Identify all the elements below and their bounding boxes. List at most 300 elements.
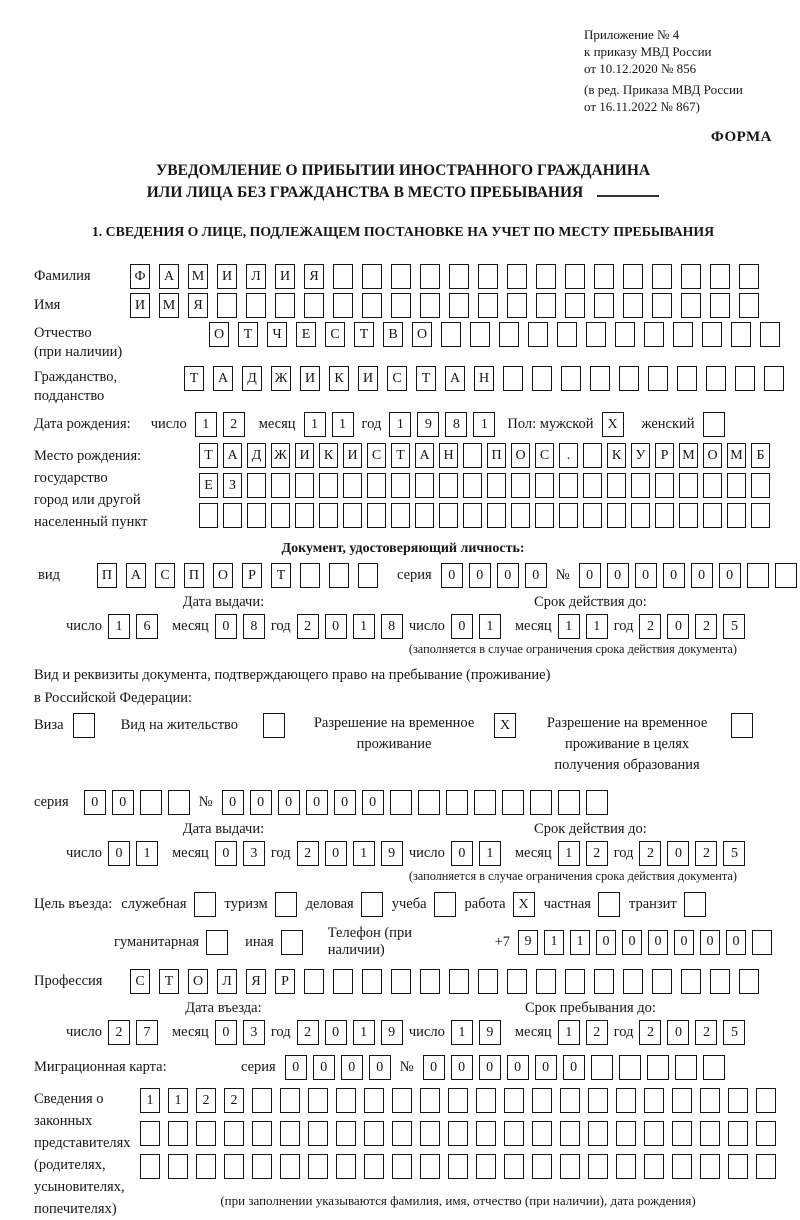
char-cell[interactable]: С xyxy=(325,322,345,347)
char-cell[interactable]: 0 xyxy=(369,1055,391,1080)
char-cell[interactable] xyxy=(681,264,701,289)
char-cell[interactable]: 1 xyxy=(168,1088,188,1113)
char-cell[interactable]: И xyxy=(343,443,362,468)
char-cell[interactable]: 1 xyxy=(108,614,130,639)
char-cell[interactable] xyxy=(561,366,581,391)
char-cell[interactable] xyxy=(281,930,303,955)
char-cell[interactable] xyxy=(703,412,725,437)
char-cell[interactable] xyxy=(502,790,524,815)
char-cell[interactable] xyxy=(343,473,362,498)
char-cell[interactable]: 0 xyxy=(334,790,356,815)
char-cell[interactable] xyxy=(361,892,383,917)
char-cell[interactable] xyxy=(560,1154,580,1179)
char-cell[interactable] xyxy=(252,1154,272,1179)
char-cell[interactable] xyxy=(364,1154,384,1179)
char-cell[interactable] xyxy=(739,969,759,994)
profession-cells[interactable] xyxy=(130,969,759,994)
char-cell[interactable] xyxy=(196,1154,216,1179)
char-cell[interactable]: 0 xyxy=(667,614,689,639)
char-cell[interactable] xyxy=(463,473,482,498)
char-cell[interactable] xyxy=(439,503,458,528)
char-cell[interactable]: А xyxy=(126,563,146,588)
char-cell[interactable] xyxy=(246,293,266,318)
char-cell[interactable] xyxy=(194,892,216,917)
char-cell[interactable] xyxy=(710,264,730,289)
char-cell[interactable] xyxy=(391,264,411,289)
char-cell[interactable]: 9 xyxy=(417,412,439,437)
char-cell[interactable]: З xyxy=(223,473,242,498)
doc-number-cells[interactable] xyxy=(579,563,800,588)
char-cell[interactable]: 0 xyxy=(726,930,746,955)
char-cell[interactable]: 0 xyxy=(222,790,244,815)
birth-year-cells[interactable] xyxy=(389,412,495,437)
char-cell[interactable] xyxy=(728,1088,748,1113)
char-cell[interactable] xyxy=(735,366,755,391)
char-cell[interactable] xyxy=(252,1088,272,1113)
char-cell[interactable]: X xyxy=(602,412,624,437)
char-cell[interactable]: X xyxy=(494,713,516,738)
char-cell[interactable] xyxy=(300,563,320,588)
char-cell[interactable] xyxy=(304,293,324,318)
stay-number-cells[interactable] xyxy=(222,790,608,815)
char-cell[interactable] xyxy=(644,1088,664,1113)
char-cell[interactable] xyxy=(418,790,440,815)
char-cell[interactable]: А xyxy=(445,366,465,391)
char-cell[interactable] xyxy=(672,1121,692,1146)
char-cell[interactable]: 0 xyxy=(423,1055,445,1080)
char-cell[interactable] xyxy=(223,503,242,528)
char-cell[interactable] xyxy=(247,473,266,498)
char-cell[interactable] xyxy=(710,969,730,994)
char-cell[interactable] xyxy=(747,563,769,588)
char-cell[interactable] xyxy=(565,969,585,994)
char-cell[interactable]: 2 xyxy=(586,841,608,866)
char-cell[interactable]: 0 xyxy=(535,1055,557,1080)
char-cell[interactable] xyxy=(588,1088,608,1113)
char-cell[interactable]: 2 xyxy=(695,1020,717,1045)
char-cell[interactable] xyxy=(140,790,162,815)
char-cell[interactable]: Я xyxy=(188,293,208,318)
char-cell[interactable]: Т xyxy=(238,322,258,347)
char-cell[interactable] xyxy=(420,264,440,289)
char-cell[interactable] xyxy=(756,1121,776,1146)
char-cell[interactable]: 0 xyxy=(451,841,473,866)
char-cell[interactable] xyxy=(333,969,353,994)
char-cell[interactable]: О xyxy=(412,322,432,347)
char-cell[interactable] xyxy=(224,1121,244,1146)
char-cell[interactable] xyxy=(275,293,295,318)
char-cell[interactable] xyxy=(476,1121,496,1146)
char-cell[interactable]: 0 xyxy=(306,790,328,815)
char-cell[interactable] xyxy=(586,322,606,347)
legal-reps-row3-cells[interactable] xyxy=(140,1154,776,1179)
char-cell[interactable] xyxy=(415,503,434,528)
char-cell[interactable]: 5 xyxy=(723,614,745,639)
char-cell[interactable] xyxy=(168,1154,188,1179)
char-cell[interactable] xyxy=(478,293,498,318)
char-cell[interactable] xyxy=(652,969,672,994)
char-cell[interactable]: К xyxy=(319,443,338,468)
char-cell[interactable]: 8 xyxy=(243,614,265,639)
char-cell[interactable] xyxy=(420,969,440,994)
char-cell[interactable]: 2 xyxy=(297,614,319,639)
char-cell[interactable]: 3 xyxy=(243,1020,265,1045)
purpose-checkbox-tranzit[interactable] xyxy=(684,892,706,917)
char-cell[interactable]: Я xyxy=(246,969,266,994)
char-cell[interactable]: 2 xyxy=(297,1020,319,1045)
residence-permit-checkbox[interactable] xyxy=(263,713,285,738)
char-cell[interactable]: И xyxy=(358,366,378,391)
char-cell[interactable] xyxy=(391,969,411,994)
char-cell[interactable]: В xyxy=(383,322,403,347)
surname-cells[interactable] xyxy=(130,264,759,289)
char-cell[interactable] xyxy=(655,473,674,498)
char-cell[interactable] xyxy=(583,503,602,528)
char-cell[interactable]: 2 xyxy=(297,841,319,866)
char-cell[interactable] xyxy=(199,503,218,528)
char-cell[interactable]: 0 xyxy=(700,930,720,955)
char-cell[interactable] xyxy=(420,1088,440,1113)
char-cell[interactable] xyxy=(333,264,353,289)
char-cell[interactable]: 7 xyxy=(136,1020,158,1045)
char-cell[interactable] xyxy=(308,1088,328,1113)
char-cell[interactable]: О xyxy=(213,563,233,588)
purpose-checkbox-ucheba[interactable] xyxy=(434,892,456,917)
char-cell[interactable]: 1 xyxy=(473,412,495,437)
char-cell[interactable]: 0 xyxy=(325,1020,347,1045)
char-cell[interactable] xyxy=(420,1154,440,1179)
char-cell[interactable] xyxy=(367,473,386,498)
char-cell[interactable] xyxy=(681,969,701,994)
char-cell[interactable] xyxy=(652,264,672,289)
char-cell[interactable] xyxy=(511,473,530,498)
char-cell[interactable]: 0 xyxy=(563,1055,585,1080)
char-cell[interactable]: 0 xyxy=(215,841,237,866)
char-cell[interactable]: 8 xyxy=(445,412,467,437)
char-cell[interactable]: 8 xyxy=(381,614,403,639)
char-cell[interactable]: 1 xyxy=(195,412,217,437)
name-cells[interactable] xyxy=(130,293,759,318)
char-cell[interactable] xyxy=(751,503,770,528)
char-cell[interactable] xyxy=(478,969,498,994)
char-cell[interactable] xyxy=(673,322,693,347)
char-cell[interactable]: Т xyxy=(199,443,218,468)
identity-valid-month[interactable] xyxy=(558,614,608,639)
char-cell[interactable] xyxy=(532,1121,552,1146)
char-cell[interactable] xyxy=(560,1088,580,1113)
char-cell[interactable]: 9 xyxy=(518,930,538,955)
char-cell[interactable]: 1 xyxy=(558,614,580,639)
char-cell[interactable]: 1 xyxy=(332,412,354,437)
char-cell[interactable] xyxy=(336,1088,356,1113)
char-cell[interactable]: 3 xyxy=(243,841,265,866)
char-cell[interactable] xyxy=(448,1154,468,1179)
char-cell[interactable] xyxy=(598,892,620,917)
char-cell[interactable] xyxy=(528,322,548,347)
char-cell[interactable] xyxy=(727,503,746,528)
char-cell[interactable] xyxy=(648,366,668,391)
stay-until-day[interactable] xyxy=(451,1020,501,1045)
char-cell[interactable]: П xyxy=(97,563,117,588)
char-cell[interactable] xyxy=(728,1121,748,1146)
char-cell[interactable]: 2 xyxy=(586,1020,608,1045)
char-cell[interactable]: 0 xyxy=(451,614,473,639)
migration-number-cells[interactable] xyxy=(423,1055,725,1080)
char-cell[interactable] xyxy=(319,503,338,528)
char-cell[interactable]: У xyxy=(631,443,650,468)
birth-day-cells[interactable] xyxy=(195,412,245,437)
char-cell[interactable] xyxy=(644,1121,664,1146)
char-cell[interactable] xyxy=(168,790,190,815)
char-cell[interactable]: О xyxy=(511,443,530,468)
char-cell[interactable]: А xyxy=(213,366,233,391)
temp-residence-checkbox[interactable] xyxy=(494,713,516,738)
char-cell[interactable] xyxy=(616,1088,636,1113)
char-cell[interactable] xyxy=(655,503,674,528)
char-cell[interactable] xyxy=(504,1121,524,1146)
char-cell[interactable] xyxy=(319,473,338,498)
char-cell[interactable]: Е xyxy=(199,473,218,498)
char-cell[interactable]: И xyxy=(275,264,295,289)
char-cell[interactable]: Т xyxy=(391,443,410,468)
char-cell[interactable]: Р xyxy=(242,563,262,588)
char-cell[interactable]: 0 xyxy=(108,841,130,866)
char-cell[interactable] xyxy=(728,1154,748,1179)
char-cell[interactable]: И xyxy=(217,264,237,289)
char-cell[interactable]: 0 xyxy=(325,614,347,639)
char-cell[interactable]: Ф xyxy=(130,264,150,289)
char-cell[interactable] xyxy=(364,1121,384,1146)
char-cell[interactable] xyxy=(675,1055,697,1080)
char-cell[interactable]: Л xyxy=(217,969,237,994)
char-cell[interactable] xyxy=(703,1055,725,1080)
char-cell[interactable] xyxy=(434,892,456,917)
char-cell[interactable]: П xyxy=(487,443,506,468)
char-cell[interactable] xyxy=(532,1088,552,1113)
char-cell[interactable]: Я xyxy=(304,264,324,289)
char-cell[interactable] xyxy=(559,473,578,498)
char-cell[interactable] xyxy=(594,293,614,318)
char-cell[interactable] xyxy=(448,1088,468,1113)
char-cell[interactable] xyxy=(224,1154,244,1179)
char-cell[interactable]: 9 xyxy=(381,1020,403,1045)
char-cell[interactable]: Т xyxy=(416,366,436,391)
char-cell[interactable] xyxy=(594,264,614,289)
char-cell[interactable] xyxy=(392,1088,412,1113)
char-cell[interactable]: 0 xyxy=(507,1055,529,1080)
char-cell[interactable] xyxy=(558,790,580,815)
char-cell[interactable]: 0 xyxy=(441,563,463,588)
char-cell[interactable] xyxy=(591,1055,613,1080)
char-cell[interactable] xyxy=(590,366,610,391)
char-cell[interactable]: 0 xyxy=(691,563,713,588)
identity-issue-day[interactable] xyxy=(108,614,158,639)
char-cell[interactable] xyxy=(681,293,701,318)
char-cell[interactable]: 1 xyxy=(389,412,411,437)
char-cell[interactable] xyxy=(499,322,519,347)
char-cell[interactable] xyxy=(535,473,554,498)
char-cell[interactable]: . xyxy=(559,443,578,468)
char-cell[interactable]: 0 xyxy=(579,563,601,588)
char-cell[interactable] xyxy=(607,473,626,498)
char-cell[interactable] xyxy=(631,503,650,528)
char-cell[interactable] xyxy=(536,264,556,289)
char-cell[interactable]: 1 xyxy=(353,841,375,866)
char-cell[interactable]: 2 xyxy=(196,1088,216,1113)
char-cell[interactable]: 0 xyxy=(84,790,106,815)
entry-month[interactable] xyxy=(215,1020,265,1045)
char-cell[interactable] xyxy=(652,293,672,318)
char-cell[interactable]: Б xyxy=(751,443,770,468)
char-cell[interactable] xyxy=(304,969,324,994)
char-cell[interactable]: Р xyxy=(655,443,674,468)
char-cell[interactable]: 1 xyxy=(136,841,158,866)
patronymic-cells[interactable] xyxy=(209,322,780,347)
char-cell[interactable] xyxy=(280,1121,300,1146)
char-cell[interactable] xyxy=(756,1088,776,1113)
char-cell[interactable] xyxy=(565,264,585,289)
stay-until-year[interactable] xyxy=(639,1020,745,1045)
char-cell[interactable] xyxy=(588,1154,608,1179)
char-cell[interactable]: 0 xyxy=(112,790,134,815)
char-cell[interactable] xyxy=(391,503,410,528)
char-cell[interactable]: 2 xyxy=(108,1020,130,1045)
char-cell[interactable]: 0 xyxy=(667,841,689,866)
purpose-checkbox-rabota[interactable] xyxy=(513,892,535,917)
char-cell[interactable] xyxy=(247,503,266,528)
char-cell[interactable] xyxy=(565,293,585,318)
char-cell[interactable] xyxy=(364,1088,384,1113)
char-cell[interactable]: О xyxy=(209,322,229,347)
char-cell[interactable] xyxy=(731,322,751,347)
char-cell[interactable] xyxy=(271,473,290,498)
identity-valid-year[interactable] xyxy=(639,614,745,639)
char-cell[interactable] xyxy=(343,503,362,528)
char-cell[interactable] xyxy=(391,293,411,318)
char-cell[interactable] xyxy=(644,1154,664,1179)
char-cell[interactable]: 0 xyxy=(215,614,237,639)
char-cell[interactable] xyxy=(507,293,527,318)
char-cell[interactable] xyxy=(73,713,95,738)
char-cell[interactable]: М xyxy=(159,293,179,318)
char-cell[interactable]: 0 xyxy=(341,1055,363,1080)
char-cell[interactable] xyxy=(280,1088,300,1113)
char-cell[interactable] xyxy=(420,293,440,318)
char-cell[interactable] xyxy=(530,790,552,815)
char-cell[interactable] xyxy=(476,1154,496,1179)
entry-day[interactable] xyxy=(108,1020,158,1045)
char-cell[interactable]: 1 xyxy=(479,614,501,639)
char-cell[interactable]: И xyxy=(130,293,150,318)
char-cell[interactable] xyxy=(391,473,410,498)
char-cell[interactable]: О xyxy=(188,969,208,994)
char-cell[interactable] xyxy=(702,322,722,347)
char-cell[interactable]: 2 xyxy=(223,412,245,437)
char-cell[interactable] xyxy=(679,473,698,498)
char-cell[interactable]: А xyxy=(223,443,242,468)
char-cell[interactable] xyxy=(684,892,706,917)
char-cell[interactable]: 1 xyxy=(558,841,580,866)
char-cell[interactable]: С xyxy=(367,443,386,468)
char-cell[interactable] xyxy=(700,1154,720,1179)
char-cell[interactable]: 1 xyxy=(451,1020,473,1045)
purpose-checkbox-chastnaya[interactable] xyxy=(598,892,620,917)
char-cell[interactable]: К xyxy=(329,366,349,391)
char-cell[interactable] xyxy=(463,443,482,468)
char-cell[interactable] xyxy=(263,713,285,738)
char-cell[interactable] xyxy=(271,503,290,528)
char-cell[interactable] xyxy=(607,503,626,528)
char-cell[interactable] xyxy=(140,1121,160,1146)
char-cell[interactable]: 0 xyxy=(250,790,272,815)
char-cell[interactable] xyxy=(764,366,784,391)
visa-checkbox[interactable] xyxy=(73,713,95,738)
doc-series-cells[interactable] xyxy=(441,563,547,588)
char-cell[interactable] xyxy=(415,473,434,498)
char-cell[interactable] xyxy=(677,366,697,391)
char-cell[interactable] xyxy=(588,1121,608,1146)
char-cell[interactable]: П xyxy=(184,563,204,588)
char-cell[interactable]: 1 xyxy=(586,614,608,639)
migration-series-cells[interactable] xyxy=(285,1055,391,1080)
char-cell[interactable] xyxy=(536,293,556,318)
stay-issue-month[interactable] xyxy=(215,841,265,866)
char-cell[interactable] xyxy=(449,264,469,289)
char-cell[interactable]: 0 xyxy=(596,930,616,955)
char-cell[interactable]: 1 xyxy=(544,930,564,955)
char-cell[interactable] xyxy=(615,322,635,347)
char-cell[interactable]: 2 xyxy=(639,841,661,866)
char-cell[interactable] xyxy=(196,1121,216,1146)
char-cell[interactable] xyxy=(463,503,482,528)
char-cell[interactable]: М xyxy=(188,264,208,289)
char-cell[interactable] xyxy=(700,1121,720,1146)
char-cell[interactable] xyxy=(739,293,759,318)
char-cell[interactable]: 1 xyxy=(353,614,375,639)
char-cell[interactable]: Ж xyxy=(271,366,291,391)
char-cell[interactable] xyxy=(507,969,527,994)
stay-issue-day[interactable] xyxy=(108,841,158,866)
char-cell[interactable]: 2 xyxy=(224,1088,244,1113)
char-cell[interactable] xyxy=(535,503,554,528)
char-cell[interactable] xyxy=(672,1088,692,1113)
char-cell[interactable] xyxy=(308,1154,328,1179)
char-cell[interactable]: 1 xyxy=(558,1020,580,1045)
char-cell[interactable] xyxy=(295,503,314,528)
char-cell[interactable] xyxy=(756,1154,776,1179)
sex-male-checkbox[interactable] xyxy=(602,412,624,437)
purpose-checkbox-turizm[interactable] xyxy=(275,892,297,917)
legal-reps-row1-cells[interactable] xyxy=(140,1088,776,1113)
char-cell[interactable] xyxy=(731,713,753,738)
char-cell[interactable] xyxy=(760,322,780,347)
birth-month-cells[interactable] xyxy=(304,412,354,437)
char-cell[interactable] xyxy=(358,563,378,588)
char-cell[interactable] xyxy=(616,1154,636,1179)
char-cell[interactable] xyxy=(619,366,639,391)
char-cell[interactable] xyxy=(362,969,382,994)
char-cell[interactable] xyxy=(168,1121,188,1146)
identity-valid-day[interactable] xyxy=(451,614,501,639)
char-cell[interactable]: 5 xyxy=(723,841,745,866)
char-cell[interactable]: 0 xyxy=(469,563,491,588)
char-cell[interactable] xyxy=(700,1088,720,1113)
char-cell[interactable] xyxy=(727,473,746,498)
char-cell[interactable] xyxy=(775,563,797,588)
char-cell[interactable]: Т xyxy=(354,322,374,347)
char-cell[interactable] xyxy=(623,969,643,994)
char-cell[interactable]: Р xyxy=(275,969,295,994)
